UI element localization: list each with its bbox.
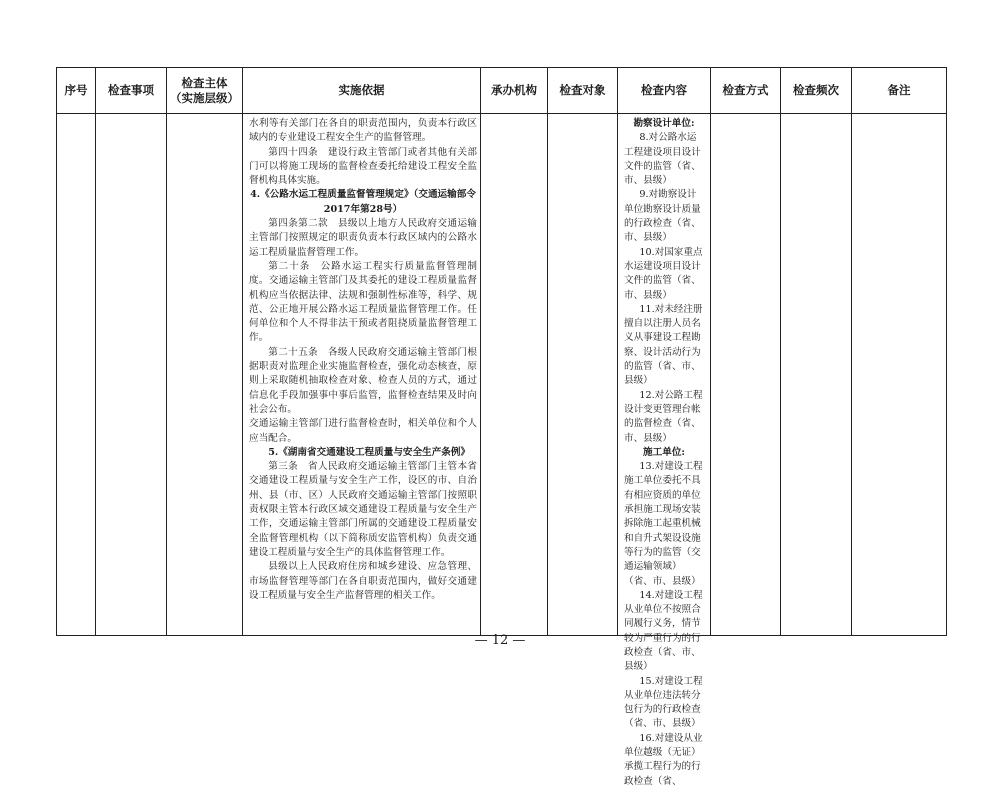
header-item: 检查事项: [96, 68, 167, 114]
basis-paragraph: 第三条 省人民政府交通运输主管部门主管本省交通建设工程质量与安全生产工作，设区的市、自治州、县（市、区）人民政府交通运输主管部门按照职责权限主管本行政区域交通建设工程质量与安全生产工作，交通运输主管部门所属的交通建设工程质量安全监督管理机构（以下简称质安监管机构）负责交通建设工程质量与安全生产的具体监督管理工作。: [249, 461, 477, 558]
cell-method: [711, 114, 781, 636]
inspection-item: 8.对公路水运工程建设项目设计文件的监管（省、市、县级）: [624, 132, 701, 187]
basis-paragraph: 第四条第二款 县级以上地方人民政府交通运输主管部门按照规定的职责负责本行政区域内的公路水运工程质量监督管理工作。: [249, 218, 477, 258]
cell-subject: [167, 114, 243, 636]
basis-paragraph: 交通运输主管部门进行监督检查时，相关单位和个人应当配合。: [249, 418, 477, 444]
content-text: [618, 114, 710, 787]
header-subject-line1: 检查主体: [181, 75, 228, 90]
cell-content: [618, 114, 711, 787]
inspection-item: 12.对公路工程设计变更管理台帐的监督检查（省、市、县级）: [624, 389, 703, 444]
unit-heading: 勘察设计单位:: [633, 118, 695, 129]
table-row: [57, 114, 947, 636]
header-remark: 备注: [852, 68, 947, 114]
basis-paragraph: 县级以上人民政府住房和城乡建设、应急管理、市场监督管理等部门在各自职责范围内，做好交通建设工程质量与安全生产监督管理的相关工作。: [249, 561, 477, 601]
regulation-heading: 4.《公路水运工程质量监督管理规定》（交通运输部令2017年第28号）: [250, 189, 476, 215]
basis-paragraph: 第四十四条 建设行政主管部门或者其他有关部门可以将施工现场的监督检查委托给建设工程安全监督机构具体实施。: [249, 146, 477, 187]
cell-agency: [481, 114, 548, 636]
inspection-item: 11.对未经注册擅自以注册人员名义从事建设工程勘察、设计活动行为的监管（省、市、县级）: [624, 303, 703, 387]
cell-item: [96, 114, 167, 636]
header-target: 检查对象: [548, 68, 618, 114]
regulation-heading: 5.《湖南省交通建设工程质量与安全生产条例》: [268, 446, 471, 458]
page-number: — 12 —: [474, 633, 526, 648]
inspection-item: 9.对勘察设计单位勘察设计质量的行政检查（省、市、县级）: [624, 189, 701, 244]
basis-paragraph: 水利等有关部门在各自的职责范围内，负责本行政区域内的专业建设工程安全生产的监督管理。: [249, 118, 477, 144]
inspection-item: 13.对建设工程施工单位委托不具有相应资质的单位承担施工现场安装拆除施工起重机械和自升式架设设施等行为的监管（交通运输领域）（省、市、县级）: [624, 461, 703, 587]
inspection-table: [56, 67, 947, 787]
inspection-item: 15.对建设工程从业单位违法转分包行为的行政检查（省、市、县级）: [624, 675, 703, 730]
basis-text: [243, 114, 480, 635]
inspection-item: 14.对建设工程从业单位不按照合同履行义务，情节较为严重行为的行政检查（省、市、县级）: [624, 589, 703, 673]
header-row: [57, 68, 947, 114]
header-content: 检查内容: [618, 68, 711, 114]
header-basis: 实施依据: [243, 68, 481, 114]
unit-heading: 施工单位:: [643, 446, 685, 458]
inspection-item: 10.对国家重点水运建设项目设计文件的监管（省、市、县级）: [624, 246, 703, 301]
cell-no: [57, 114, 96, 636]
header-subject: [167, 68, 243, 114]
basis-paragraph: 第二十五条 各级人民政府交通运输主管部门根据职责对监理企业实施监督检查，强化动态核查，原则上采取随机抽取检查对象、检查人员的方式，通过信息化手段加强事中事后监管，监督检查结果及时向社会公布。: [249, 346, 477, 415]
header-method: 检查方式: [711, 68, 781, 114]
cell-frequency: [781, 114, 852, 636]
cell-target: [548, 114, 618, 636]
header-subject-line2: （实施层级）: [170, 90, 239, 105]
basis-paragraph: 第二十条 公路水运工程实行质量监督管理制度。交通运输主管部门及其委托的建设工程质量监督机构应当依据法律、法规和强制性标准等，科学、规范、公正地开展公路水运工程质量监督管理工作。任何单位和个人不得非法干预或者阻挠质量监督管理工作。: [249, 260, 477, 344]
inspection-item: 16.对建设从业单位越级（无证）承揽工程行为的行政检查（省、: [624, 732, 703, 787]
header-no: 序号: [57, 68, 96, 114]
cell-basis: [243, 114, 481, 636]
cell-remark: [852, 114, 947, 636]
header-agency: 承办机构: [481, 68, 548, 114]
header-frequency: 检查频次: [781, 68, 852, 114]
